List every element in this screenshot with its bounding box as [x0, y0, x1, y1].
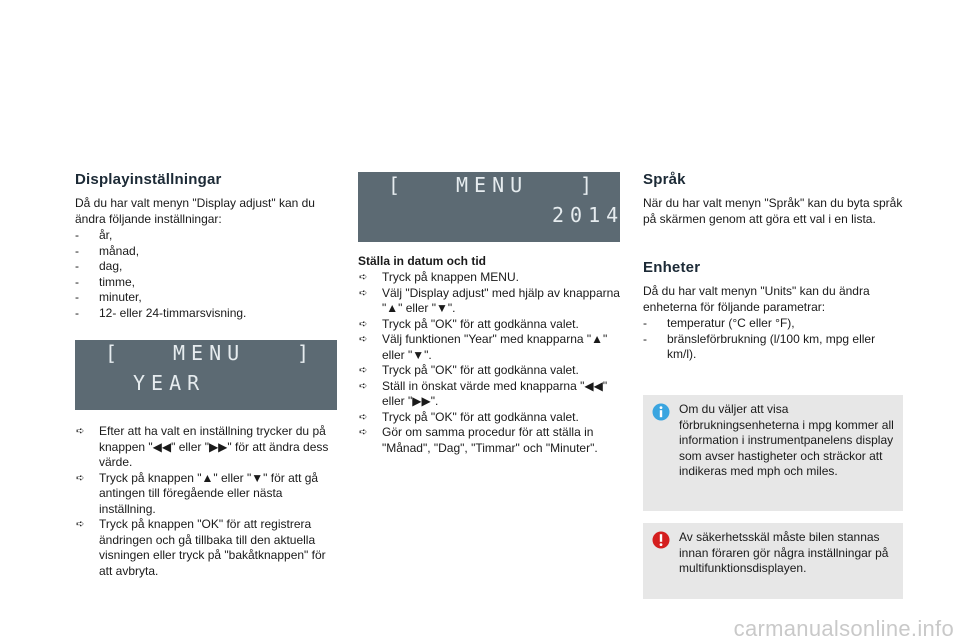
display-steps-list: [75, 424, 337, 579]
list-item: - minuter,: [75, 290, 337, 306]
list-item: [75, 424, 337, 471]
info-icon: [652, 403, 670, 421]
units-list: [643, 316, 905, 363]
list-item: - år,: [75, 228, 337, 244]
step-text: Efter att ha valt en inställning trycker du på knappen "◀◀" eller "▶▶" för att ändra dess värde.: [99, 424, 329, 469]
step-text: Tryck på "OK" för att godkänna valet.: [382, 363, 579, 377]
lcd-year-value: 2014: [552, 203, 625, 227]
list-item: - 12- eller 24-timmarsvisning.: [75, 306, 337, 322]
language-text: När du har valt menyn "Språk" kan du byta språk på skärmen genom att göra ett val i en lista.: [643, 196, 903, 226]
lcd-bracket-right: ]: [297, 341, 316, 365]
info-note: [643, 395, 903, 511]
arrow-bullet-icon: ➪: [76, 426, 85, 437]
arrow-bullet-icon: ➪: [359, 380, 368, 392]
display-settings-title: Displayinställningar: [75, 171, 222, 188]
step-text: Välj "Display adjust" med hjälp av knapparna "▲" eller "▼".: [382, 285, 620, 315]
arrow-bullet-icon: ➪: [76, 472, 85, 484]
step-text: Välj funktionen "Year" med knapparna "▲" eller "▼".: [382, 332, 608, 362]
list-item: [358, 363, 620, 379]
list-item: [358, 332, 620, 363]
display-settings-list: [75, 228, 337, 321]
language-title: Språk: [643, 171, 686, 188]
arrow-bullet-icon: ➪: [359, 287, 368, 299]
list-item: [358, 379, 620, 410]
list-item: [358, 410, 620, 426]
arrow-bullet-icon: ➪: [359, 427, 368, 438]
arrow-bullet-icon: ➪: [359, 272, 368, 283]
step-text: Tryck på "OK" för att godkänna valet.: [382, 409, 579, 424]
arrow-bullet-icon: ➪: [359, 365, 368, 376]
list-item: [75, 471, 337, 518]
list-item: - månad,: [75, 244, 337, 260]
units-title: Enheter: [643, 259, 701, 276]
lcd-year-display: [75, 340, 337, 410]
list-item: [358, 286, 620, 317]
lcd-bracket-right: ]: [580, 173, 599, 197]
step-text: Tryck på knappen MENU.: [382, 270, 519, 284]
warning-icon: [652, 531, 670, 549]
arrow-bullet-icon: ➪: [359, 334, 368, 345]
warning-note: [643, 523, 903, 599]
info-note-text: Om du väljer att visa förbrukningsenheterna i mpg kommer all information i instrumentpanelens display som avser hastigheter och sträckor att indikeras med mph och miles.: [679, 402, 894, 478]
step-text: Gör om samma procedur för att ställa in "Månad", "Dag", "Timmar" och "Minuter".: [382, 425, 598, 455]
display-settings-intro: Då du har valt menyn "Display adjust" kan du ändra följande inställningar:: [75, 196, 315, 226]
arrow-bullet-icon: ➪: [359, 318, 368, 330]
list-item: [358, 317, 620, 333]
lcd-menu-label: MENU: [173, 341, 246, 365]
watermark: carmanualsonline.info: [733, 615, 954, 641]
lcd-bracket-left: [: [388, 173, 407, 197]
step-text: Tryck på "OK" för att godkänna valet.: [382, 316, 579, 331]
step-text: Tryck på knappen "OK" för att registrera ändringen och gå tillbaka till den aktuella visningen eller tryck på "bakåtknappen" för att avbryta.: [99, 517, 326, 578]
list-item: - bränsleförbrukning (l/100 km, mpg eller km/l).: [643, 332, 905, 363]
step-text: Ställ in önskat värde med knapparna "◀◀" eller "▶▶".: [382, 378, 608, 408]
lcd-bracket-left: [: [105, 341, 124, 365]
list-item: - temperatur (°C eller °F),: [643, 316, 905, 332]
units-intro: Då du har valt menyn "Units" kan du ändra enheterna för följande parametrar:: [643, 284, 870, 314]
list-item: [75, 517, 337, 579]
step-text: Tryck på knappen "▲" eller "▼" för att gå antingen till föregående eller nästa inställning.: [99, 470, 319, 516]
date-time-subtitle: Ställa in datum och tid: [358, 254, 487, 268]
list-item: - dag,: [75, 259, 337, 275]
date-time-steps-list: [358, 270, 620, 456]
lcd-year-label: YEAR: [133, 371, 206, 395]
lcd-date-display: [358, 172, 625, 242]
list-item: [358, 270, 620, 286]
arrow-bullet-icon: ➪: [76, 519, 85, 530]
arrow-bullet-icon: ➪: [359, 411, 368, 423]
list-item: - timme,: [75, 275, 337, 291]
lcd-menu-label: MENU: [456, 173, 529, 197]
list-item: [358, 425, 620, 456]
warning-note-text: Av säkerhetsskäl måste bilen stannas innan föraren gör några inställningar på multifunktionsdisplayen.: [679, 530, 889, 575]
